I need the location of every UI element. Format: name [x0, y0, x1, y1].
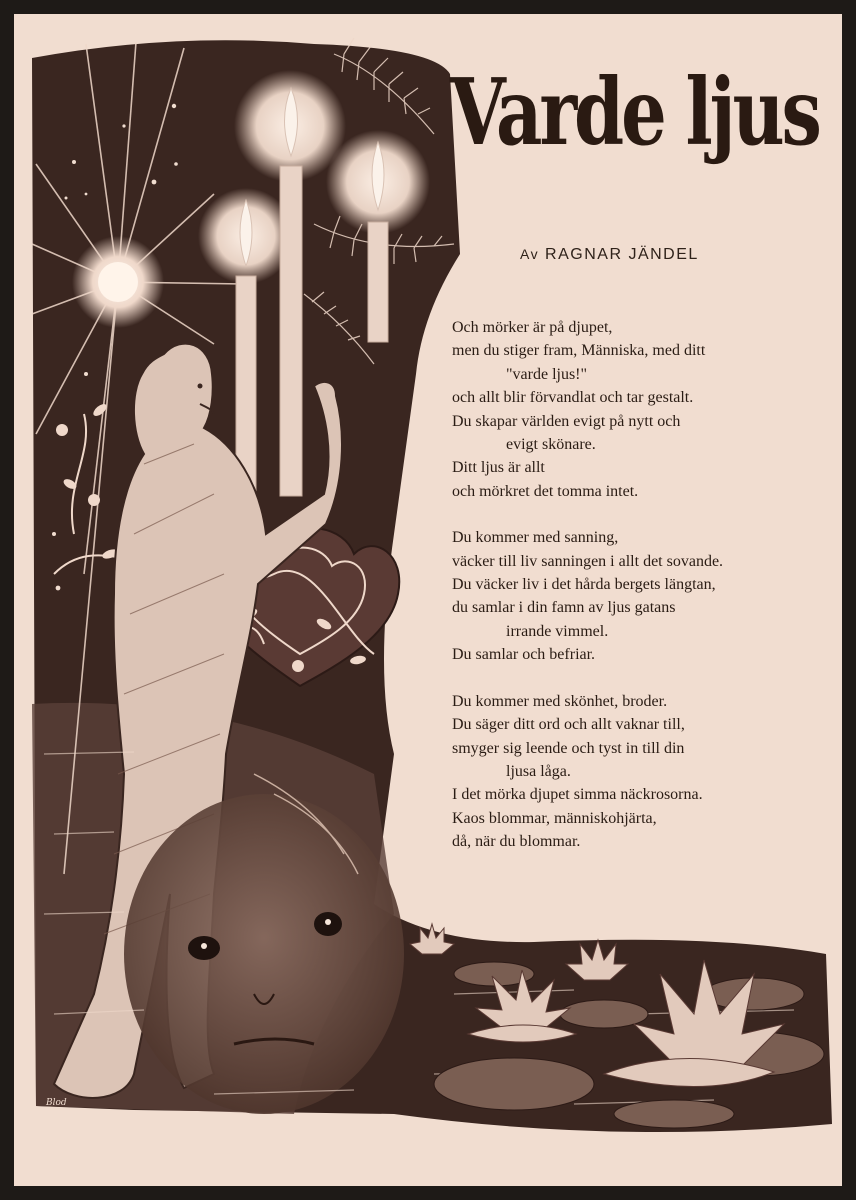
poem-line: Du kommer med sanning,: [452, 529, 619, 547]
poem-line: ljusa låga.: [506, 762, 571, 780]
poem-line: "varde ljus!": [506, 365, 588, 383]
poem-line: och allt blir förvandlat och tar gestalt.: [452, 389, 694, 407]
poem-line: Du samlar och befriar.: [452, 646, 596, 664]
artist-signature: Blod: [46, 1098, 67, 1108]
poem-title: Varde ljus: [450, 58, 819, 166]
poem-line: Och mörker är på djupet,: [452, 319, 613, 336]
poem-line: och mörkret det tomma intet.: [452, 482, 639, 500]
poem-line: Du kommer med skönhet, broder.: [452, 692, 668, 710]
poem-line: du samlar i din famn av ljus gatans: [452, 599, 676, 617]
poem-line: Du säger ditt ord och allt vaknar till,: [452, 716, 685, 734]
poem-line: Du väcker liv i det hårda bergets längtan,: [452, 576, 716, 594]
poem-line: Kaos blommar, människohjärta,: [452, 809, 657, 827]
poem-line: då, när du blommar.: [452, 833, 581, 851]
poem-line: I det mörka djupet simma näckrosorna.: [452, 786, 703, 804]
poem-line: Ditt ljus är allt: [452, 459, 545, 477]
byline: [520, 246, 699, 264]
poem-line: smyger sig leende och tyst in till din: [452, 739, 685, 757]
poem-line: irrande vimmel.: [506, 622, 609, 640]
byline-prefix: Av: [520, 246, 540, 262]
poem-line: men du stiger fram, Människa, med ditt: [452, 342, 706, 360]
byline-author: RAGNAR JÄNDEL: [545, 246, 699, 263]
poem-line: väcker till liv sanningen i allt det sovande.: [452, 552, 724, 570]
stanza: [452, 690, 832, 854]
poem-line: evigt skönare.: [506, 436, 596, 454]
magazine-page: [14, 14, 842, 1186]
stanza: [452, 316, 832, 503]
stanza: [452, 526, 832, 666]
poem-body: [452, 316, 832, 877]
poem-line: Du skapar världen evigt på nytt och: [452, 412, 681, 430]
